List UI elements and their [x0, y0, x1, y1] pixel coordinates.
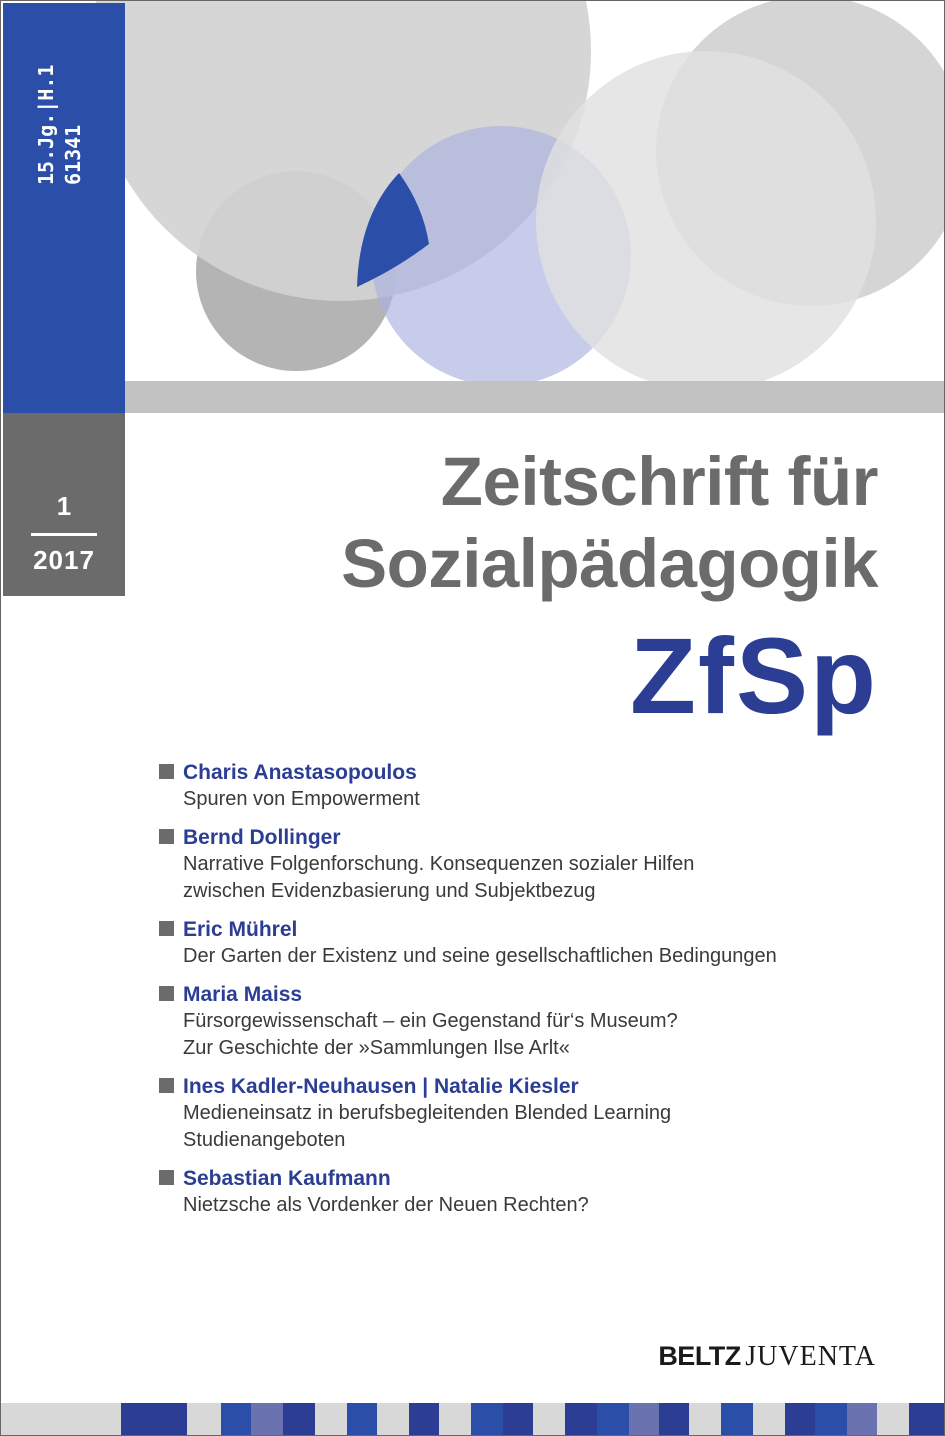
- toc-entry: [159, 981, 879, 1062]
- issue-divider: [31, 533, 97, 536]
- issue-year: 2017: [33, 545, 95, 575]
- bullet-icon: [159, 1078, 174, 1093]
- author-name: Eric Mührel: [183, 918, 298, 941]
- article-title: Fürsorgewissenschaft – ein Gegenstand für‘s Museum?: [183, 1010, 678, 1032]
- bullet-icon: [159, 1170, 174, 1185]
- journal-abbreviation: ZfSp: [630, 615, 878, 736]
- bullet-icon: [159, 829, 174, 844]
- article-title: Spuren von Empowerment: [183, 788, 420, 810]
- article-title: Nietzsche als Vordenker der Neuen Rechten?: [183, 1194, 589, 1216]
- title-line-2: Sozialpädagogik: [341, 525, 878, 602]
- toc-entry: [159, 1165, 879, 1219]
- toc-entry: [159, 1073, 879, 1154]
- toc-entry: [159, 916, 879, 970]
- publisher-name-beltz: BELTZ: [658, 1341, 741, 1371]
- article-title: Narrative Folgenforschung. Konsequenzen sozialer Hilfen: [183, 853, 695, 875]
- author-name: Ines Kadler-Neuhausen | Natalie Kiesler: [183, 1075, 579, 1098]
- article-title: Medieneinsatz in berufsbegleitenden Blended Learning: [183, 1102, 672, 1124]
- table-of-contents: [159, 759, 879, 1230]
- circle-pale-grey-right: [536, 51, 876, 381]
- toc-entry: [159, 759, 879, 813]
- article-title: Der Garten der Existenz und seine gesellschaftlichen Bedingungen: [183, 945, 777, 967]
- journal-title: [341, 441, 878, 605]
- title-line-1: Zeitschrift für: [440, 443, 878, 520]
- author-name: Charis Anastasopoulos: [183, 761, 417, 784]
- volume-issue: 15.Jg.|H.1: [34, 64, 58, 185]
- issue-box: [3, 413, 125, 596]
- publisher-name-juventa: JUVENTA: [745, 1341, 876, 1372]
- article-title: Zur Geschichte der »Sammlungen Ilse Arlt«: [183, 1037, 570, 1059]
- article-title: Studienangeboten: [183, 1129, 346, 1151]
- grey-band: [125, 381, 945, 413]
- author-name: Bernd Dollinger: [183, 826, 341, 849]
- publisher-logo: [658, 1341, 876, 1373]
- spine-label: [33, 35, 87, 185]
- issue-number: 1: [56, 491, 72, 521]
- article-title: zwischen Evidenzbasierung und Subjektbezug: [183, 880, 596, 902]
- author-name: Sebastian Kaufmann: [183, 1167, 391, 1190]
- decorative-circles: [1, 1, 945, 381]
- toc-entry: [159, 824, 879, 905]
- decorative-color-strip: [1, 1403, 945, 1436]
- author-name: Maria Maiss: [183, 983, 303, 1006]
- bullet-icon: [159, 921, 174, 936]
- bullet-icon: [159, 986, 174, 1001]
- journal-code: 61341: [61, 124, 85, 185]
- bullet-icon: [159, 764, 174, 779]
